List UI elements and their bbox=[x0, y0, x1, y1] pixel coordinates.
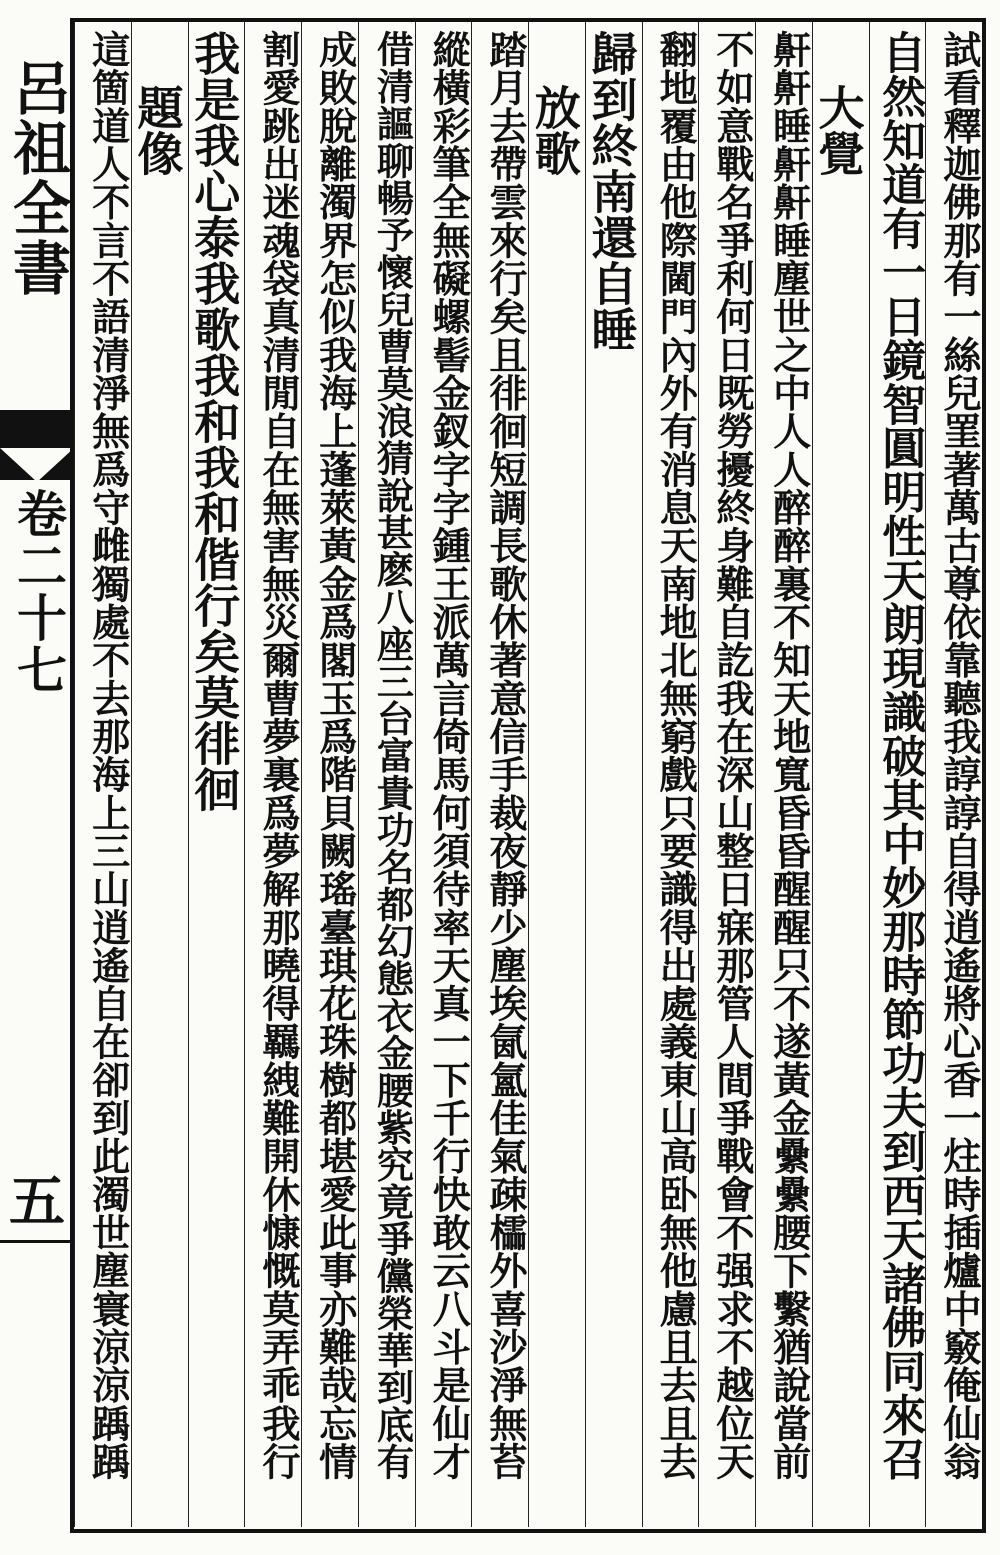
page-number-divider bbox=[0, 1240, 74, 1243]
text-column bbox=[188, 22, 245, 1527]
column-text: 試看釋迦佛那有一絲兒罣著萬古尊依靠聽我諄諄自得逍遙將心香一炷時插爐中竅俺仙翁 bbox=[937, 30, 982, 1481]
page-number: 五 bbox=[9, 1169, 65, 1235]
text-column bbox=[74, 22, 131, 1527]
text-column bbox=[925, 22, 982, 1527]
column-text: 借清謳聊暢予懷兒曹莫浪猜說甚麽八座三台富貴功名都幻態衣金腰紫究竟爭儻榮華到底有 bbox=[370, 30, 415, 1481]
text-column bbox=[528, 22, 585, 1527]
column-text: 自然知道有一日鏡智圓明性天朗現識破其中妙那時節功夫到西天諸佛同來召 bbox=[874, 30, 926, 1481]
column-text: 成敗脫離濁界怎似我海上蓬萊黃金爲閣玉爲階貝闕瑤臺琪花珠樹都堪愛此事亦難哉忘情 bbox=[312, 30, 358, 1481]
text-column bbox=[131, 22, 188, 1527]
column-text: 割愛跳出迷魂袋真清閒自在無害無災爾曹夢裏爲夢解那曉得羈絏難開休慷慨莫弄乖我行 bbox=[256, 30, 301, 1481]
section-heading: 大覺 bbox=[811, 84, 866, 176]
text-column bbox=[358, 22, 415, 1527]
book-title: 呂祖全書 bbox=[3, 58, 71, 298]
column-text: 這箇道人不言不語清淨無爲守雌獨處不去那海上三山逍遙自在卻到此濁世塵寰涼涼踽踽 bbox=[85, 30, 131, 1481]
banxin-margin bbox=[0, 18, 74, 1533]
text-column bbox=[244, 22, 301, 1527]
text-column bbox=[698, 22, 755, 1527]
volume-label: 卷二十七 bbox=[9, 488, 68, 696]
column-text: 歸到終南還自睡 bbox=[584, 30, 639, 352]
section-heading: 放歌 bbox=[527, 84, 582, 176]
text-column bbox=[869, 22, 926, 1527]
column-text: 不如意戰名爭利何日既勞擾終身難自訖我在深山整日寐那管人間爭戰會不强求不越位天 bbox=[710, 30, 755, 1481]
column-text: 翻地覆由他際閫門內外有消息天南地北無窮戲只要識得出處義東山高卧無他慮且去且去 bbox=[653, 30, 699, 1481]
text-column bbox=[642, 22, 699, 1527]
text-column bbox=[301, 22, 358, 1527]
fishtail-notch bbox=[0, 448, 74, 482]
column-text: 鼾鼾睡鼾鼾睡塵世之中人人醉醉裏不知天地寬昏昏醒醒只不遂黃金纍纍腰下繫猶說當前 bbox=[766, 30, 812, 1481]
column-text: 縱橫彩筆全無礙螺髻金釵字字鍾王派萬言倚馬何須待率天真一下千行快敢云八斗是仙才 bbox=[426, 30, 472, 1481]
column-text: 踏月去帶雲來行矣且徘徊短調長歌休著意信手裁夜靜少塵埃氤氳佳氣疎櫺外喜沙淨無苔 bbox=[483, 30, 528, 1481]
text-column bbox=[755, 22, 812, 1527]
text-column bbox=[812, 22, 869, 1527]
text-column bbox=[415, 22, 472, 1527]
column-text: 我是我心泰我歌我和我和偕行矣莫徘徊 bbox=[187, 30, 242, 812]
section-heading: 題像 bbox=[130, 84, 185, 176]
text-column bbox=[471, 22, 528, 1527]
text-column bbox=[585, 22, 642, 1527]
